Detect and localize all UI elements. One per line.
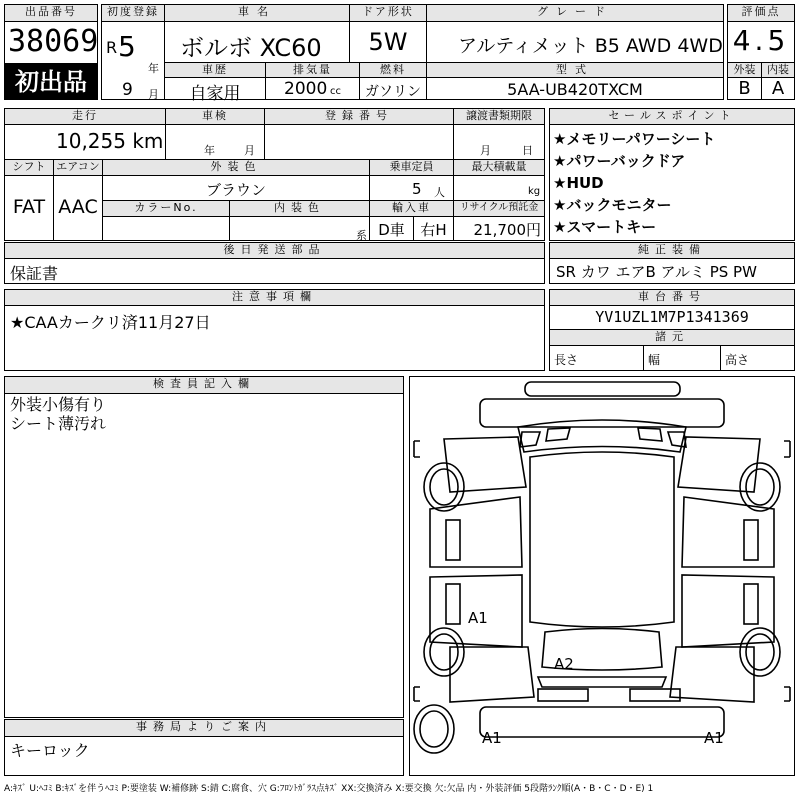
later-parts-label: 後日発送部品 [4,242,545,259]
era-label: R [106,38,118,57]
width-label: 幅 [648,353,661,367]
int-color-cell [229,216,370,241]
damage-mark: A1 [482,729,502,747]
capacity: 5 [412,180,422,198]
car-name: ボルボ XC60 [180,34,322,62]
chassis-label: 車台番号 [549,289,795,306]
equipment-label: 純正装備 [549,242,795,259]
first-reg-label: 初度登録 [101,4,165,22]
sales-point-item: ★メモリーパワーシート [553,130,716,148]
year-unit: 年 [148,62,159,75]
legend: A:ｷｽﾞ U:ﾍｺﾐ B:ｷｽﾞを伴うﾍｺﾐ P:要塗装 W:補修跡 S:錆 C:腐食、穴 G:ﾌﾛﾝﾄｶﾞﾗｽ点ｷｽﾞ XX:交換済み X:要交換 欠:欠品 内・外装評価 5段階ﾗﾝｸ順(A・B・C・D・E) 1 [4,784,654,794]
color-no-cell [102,216,230,241]
inspector-notes [10,395,106,433]
car-outline [410,377,794,775]
later-parts-cell [4,258,545,284]
inspection-label: 車検 [165,108,265,125]
sales-point-item: ★HUD [553,174,604,192]
month-unit: 月 [148,88,159,101]
sales-point-item: ★スマートキー [553,218,657,236]
ac: AAC [58,196,98,218]
dims-label: 諸元 [549,329,795,346]
car-diagram [409,376,795,776]
import-type: D車 [378,221,405,239]
load-unit: kg [528,186,541,197]
sales-points-list [553,128,715,238]
exterior-grade: B [738,78,751,99]
load-label: 最大積載量 [453,159,545,176]
int-color-label: 内装色 [229,200,370,217]
sales-point-item: ★パワーバックドア [553,152,686,170]
inspection-month-unit: 月 [244,144,255,157]
lot-number: 38069 [8,24,99,59]
grade-label: グレード [426,4,724,22]
ac-label: エアコン [53,159,103,176]
first-listing-badge: 初出品 [4,64,98,100]
height-label: 高さ [725,353,750,367]
grade: アルティメット B5 AWD 4WD [458,35,723,57]
office-label: 事務局よりご案内 [4,719,404,737]
damage-mark: A2 [554,655,574,673]
reg-number-cell [264,124,454,160]
reg-year: 5 [118,30,136,63]
int-color-suffix: 系 [356,229,367,242]
office-notice: キーロック [10,741,90,760]
import-label: 輸入車 [369,200,454,217]
history: 自家用 [189,84,241,104]
displacement-unit: cc [330,86,341,97]
equipment: SR カワ エアB アルミ PS PW [556,263,757,281]
recycle-label: リサイクル預託金 [453,200,545,217]
recycle-deposit: 21,700円 [473,221,541,239]
damage-mark: A1 [704,729,724,747]
model-label: 型式 [426,62,724,78]
fuel: ガソリン [365,84,421,100]
inspector-line: 外装小傷有り [10,395,107,414]
color-label: 外装色 [102,159,370,176]
inspector-cell [4,393,404,718]
shift-label: シフト [4,159,54,176]
later-parts: 保証書 [10,264,59,283]
length-label: 長さ [554,353,579,367]
exterior-color: ブラウン [205,181,266,199]
exterior-label: 外装 [727,62,762,78]
lot-number-label: 出品番号 [4,4,98,22]
notes: ★CAAカークリ済11月27日 [10,313,211,332]
score-label: 評価点 [727,4,795,22]
model-code: 5AA-UB420TXCM [507,80,643,99]
fuel-label: 燃料 [359,62,427,78]
displacement: 2000 [284,79,328,99]
shift: FAT [12,196,46,218]
interior-grade: A [771,78,785,99]
score: 4.5 [732,24,790,57]
car-name-label: 車名 [164,4,350,22]
notes-label: 注意事項欄 [4,289,545,306]
reg-number-label: 登録番号 [264,108,454,125]
transfer-deadline-label: 譲渡書類期限 [453,108,545,125]
inspector-label: 検査員記入欄 [4,376,404,394]
steering-side: 右H [420,221,447,239]
chassis-number: YV1UZL1M7P1341369 [595,308,749,326]
history-label: 車歴 [164,62,266,78]
door-type: 5W [368,28,408,56]
sales-point-item: ★バックモニター [553,196,672,214]
inspector-line: シート薄汚れ [10,414,107,433]
inspection-year-unit: 年 [204,144,215,157]
color-no-label: カラーNo. [102,200,230,217]
mileage: 10,255 km [56,129,164,153]
mileage-label: 走行 [4,108,166,125]
capacity-unit: 人 [434,186,445,199]
damage-mark: A1 [468,609,488,627]
transfer-month-unit: 月 [480,144,491,157]
door-label: ドア形状 [349,4,427,22]
reg-month: 9 [122,80,133,100]
displacement-label: 排気量 [265,62,360,78]
transfer-day-unit: 日 [522,144,533,157]
sales-points-label: セールスポイント [549,108,795,125]
capacity-label: 乗車定員 [369,159,454,176]
interior-label: 内装 [761,62,795,78]
